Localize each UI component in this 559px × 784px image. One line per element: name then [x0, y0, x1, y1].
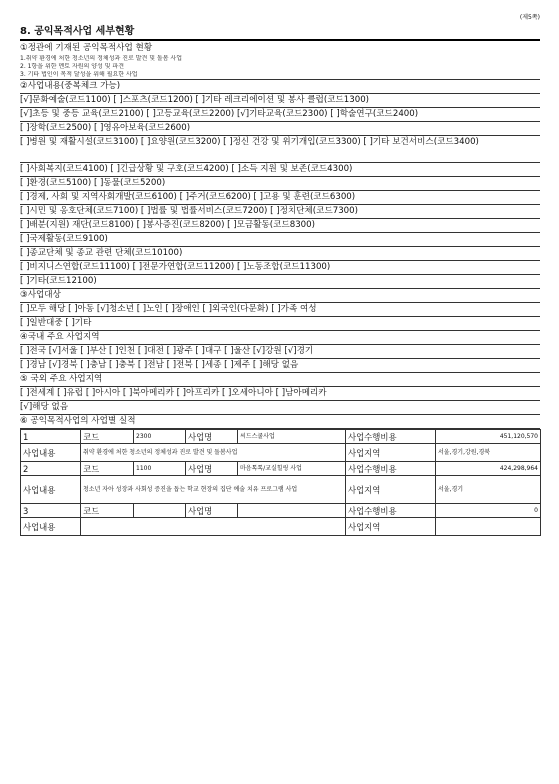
table-row	[21, 476, 541, 504]
cost-value: 0	[436, 504, 541, 518]
content-value	[81, 518, 346, 536]
table-row	[21, 462, 541, 476]
content-value: 청소년 자아 성장과 사회성 증진을 돕는 학교 현장의 집단 예술 치유 프로그램 사업	[81, 476, 346, 504]
region-label: 사업지역	[346, 476, 436, 504]
sec1-heading: ①정관에 기재된 공익목적사업 현황	[20, 43, 153, 53]
sec1-item: 3. 기타 법인이 목적 달성을 위해 필요한 사업	[20, 71, 540, 80]
cost-value: 424,298,964	[436, 462, 541, 476]
sec2-line: [√]초등 및 중등 교육(코드2100) [ ]고등교육(코드2200) [√]기타교육(코드2300) [ ]학술연구(코드2400)	[20, 108, 540, 122]
code-value: 2300	[134, 430, 186, 444]
sec3-heading: ③사업대상	[20, 289, 540, 303]
region-value: 서울,경기,강원,경북	[436, 444, 541, 462]
sec2-line: [ ]비지니스연합(코드11100) [ ]전문가연합(코드11200) [ ]노동조합(코드11300)	[20, 261, 540, 275]
sec4-heading: ④국내 주요 사업지역	[20, 331, 540, 345]
sec2-line: [ ]사회복지(코드4100) [ ]긴급상황 및 구호(코드4200) [ ]소득 지원 및 보존(코드4300)	[20, 163, 540, 177]
sec2-line: [ ]병원 및 재활시설(코드3100) [ ]요양원(코드3200) [ ]정신 건강 및 위기개입(코드3300) [ ]기타 보건서비스(코드3400)	[20, 136, 540, 163]
sec3-line: [ ]모두 해당 [ ]아동 [√]청소년 [ ]노인 [ ]장애인 [ ]외국인(다문화) [ ]가족 여성	[20, 303, 540, 317]
sec2-line: [√]문화예술(코드1100) [ ]스포츠(코드1200) [ ]기타 레크리에이션 및 봉사 클럽(코드1300)	[20, 94, 540, 108]
region-value: 서울,경기	[436, 476, 541, 504]
cost-label: 사업수행비용	[346, 462, 436, 476]
code-value: 1100	[134, 462, 186, 476]
sec5-line: [ ]전세계 [ ]유럽 [ ]아시아 [ ]북아메리카 [ ]아프리카 [ ]오세아니아 [ ]남아메리카	[20, 387, 540, 401]
table-row	[21, 430, 541, 444]
content-label: 사업내용	[21, 444, 81, 462]
sec5-line: [√]해당 없음	[20, 401, 540, 415]
table-row	[21, 444, 541, 462]
sec5-heading: ⑤ 국외 주요 사업지역	[20, 373, 540, 387]
sec2-line: [ ]시민 및 옹호단체(코드7100) [ ]법률 및 법률서비스(코드7200) [ ]정치단체(코드7300)	[20, 205, 540, 219]
project-no: 1	[21, 430, 81, 444]
sec2-line: [ ]배분(지원) 재단(코드8100) [ ]봉사증진(코드8200) [ ]모금활동(코드8300)	[20, 219, 540, 233]
region-value	[436, 518, 541, 536]
table-row	[21, 504, 541, 518]
code-label: 코드	[81, 430, 134, 444]
content-label: 사업내용	[21, 476, 81, 504]
sec4-line: [ ]전국 [√]서울 [ ]부산 [ ]인천 [ ]대전 [ ]광주 [ ]대구 [ ]울산 [√]강원 [√]경기	[20, 345, 540, 359]
cost-label: 사업수행비용	[346, 504, 436, 518]
biz-name-label: 사업명	[186, 504, 238, 518]
sec2-line: [ ]환경(코드5100) [ ]동물(코드5200)	[20, 177, 540, 191]
table-row	[21, 518, 541, 536]
code-label: 코드	[81, 504, 134, 518]
biz-name-value	[238, 504, 346, 518]
code-label: 코드	[81, 462, 134, 476]
sec2-line: [ ]기타(코드12100)	[20, 275, 540, 289]
section-title: 8. 공익목적사업 세부현황	[20, 25, 540, 41]
sec6-heading: ⑥ 공익목적사업의 사업별 실적	[20, 415, 540, 429]
code-value	[134, 504, 186, 518]
sec1-item: 1.취약 환경에 처한 청소년의 정체성과 진로 발견 및 돌봄 사업	[20, 55, 182, 62]
sec1-item: 2. 1항을 위한 멘토 자원의 양성 및 파견	[20, 63, 125, 70]
project-no: 3	[21, 504, 81, 518]
form-body	[20, 42, 540, 536]
sec4-line: [ ]경남 [√]경북 [ ]충남 [ ]충북 [ ]전남 [ ]전북 [ ]세종 [ ]제주 [ ]해당 없음	[20, 359, 540, 373]
region-label: 사업지역	[346, 518, 436, 536]
sec2-line: [ ]종교단체 및 종교 관련 단체(코드10100)	[20, 247, 540, 261]
cost-label: 사업수행비용	[346, 430, 436, 444]
region-label: 사업지역	[346, 444, 436, 462]
form-number: (제5쪽)	[519, 14, 540, 21]
content-value: 취약 환경에 처한 청소년의 정체성과 진로 발견 및 돌봄사업	[81, 444, 346, 462]
biz-name-label: 사업명	[186, 430, 238, 444]
project-no: 2	[21, 462, 81, 476]
performance-table	[20, 429, 541, 536]
sec2-line: [ ]장학(코드2500) [ ]영유아보육(코드2600)	[20, 122, 540, 136]
biz-name-value: 씨드스쿨사업	[238, 430, 346, 444]
biz-name-label: 사업명	[186, 462, 238, 476]
cost-value: 451,120,570	[436, 430, 541, 444]
sec3-line: [ ]일반대중 [ ]기타	[20, 317, 540, 331]
content-label: 사업내용	[21, 518, 81, 536]
sec2-line: [ ]국제활동(코드9100)	[20, 233, 540, 247]
biz-name-value: 마음톡톡/교실힐링 사업	[238, 462, 346, 476]
sec2-line: [ ]경제, 사회 및 지역사회개발(코드6100) [ ]주거(코드6200) [ ]고용 및 훈련(코드6300)	[20, 191, 540, 205]
sec2-heading: ②사업내용(중복체크 가능)	[20, 80, 540, 94]
